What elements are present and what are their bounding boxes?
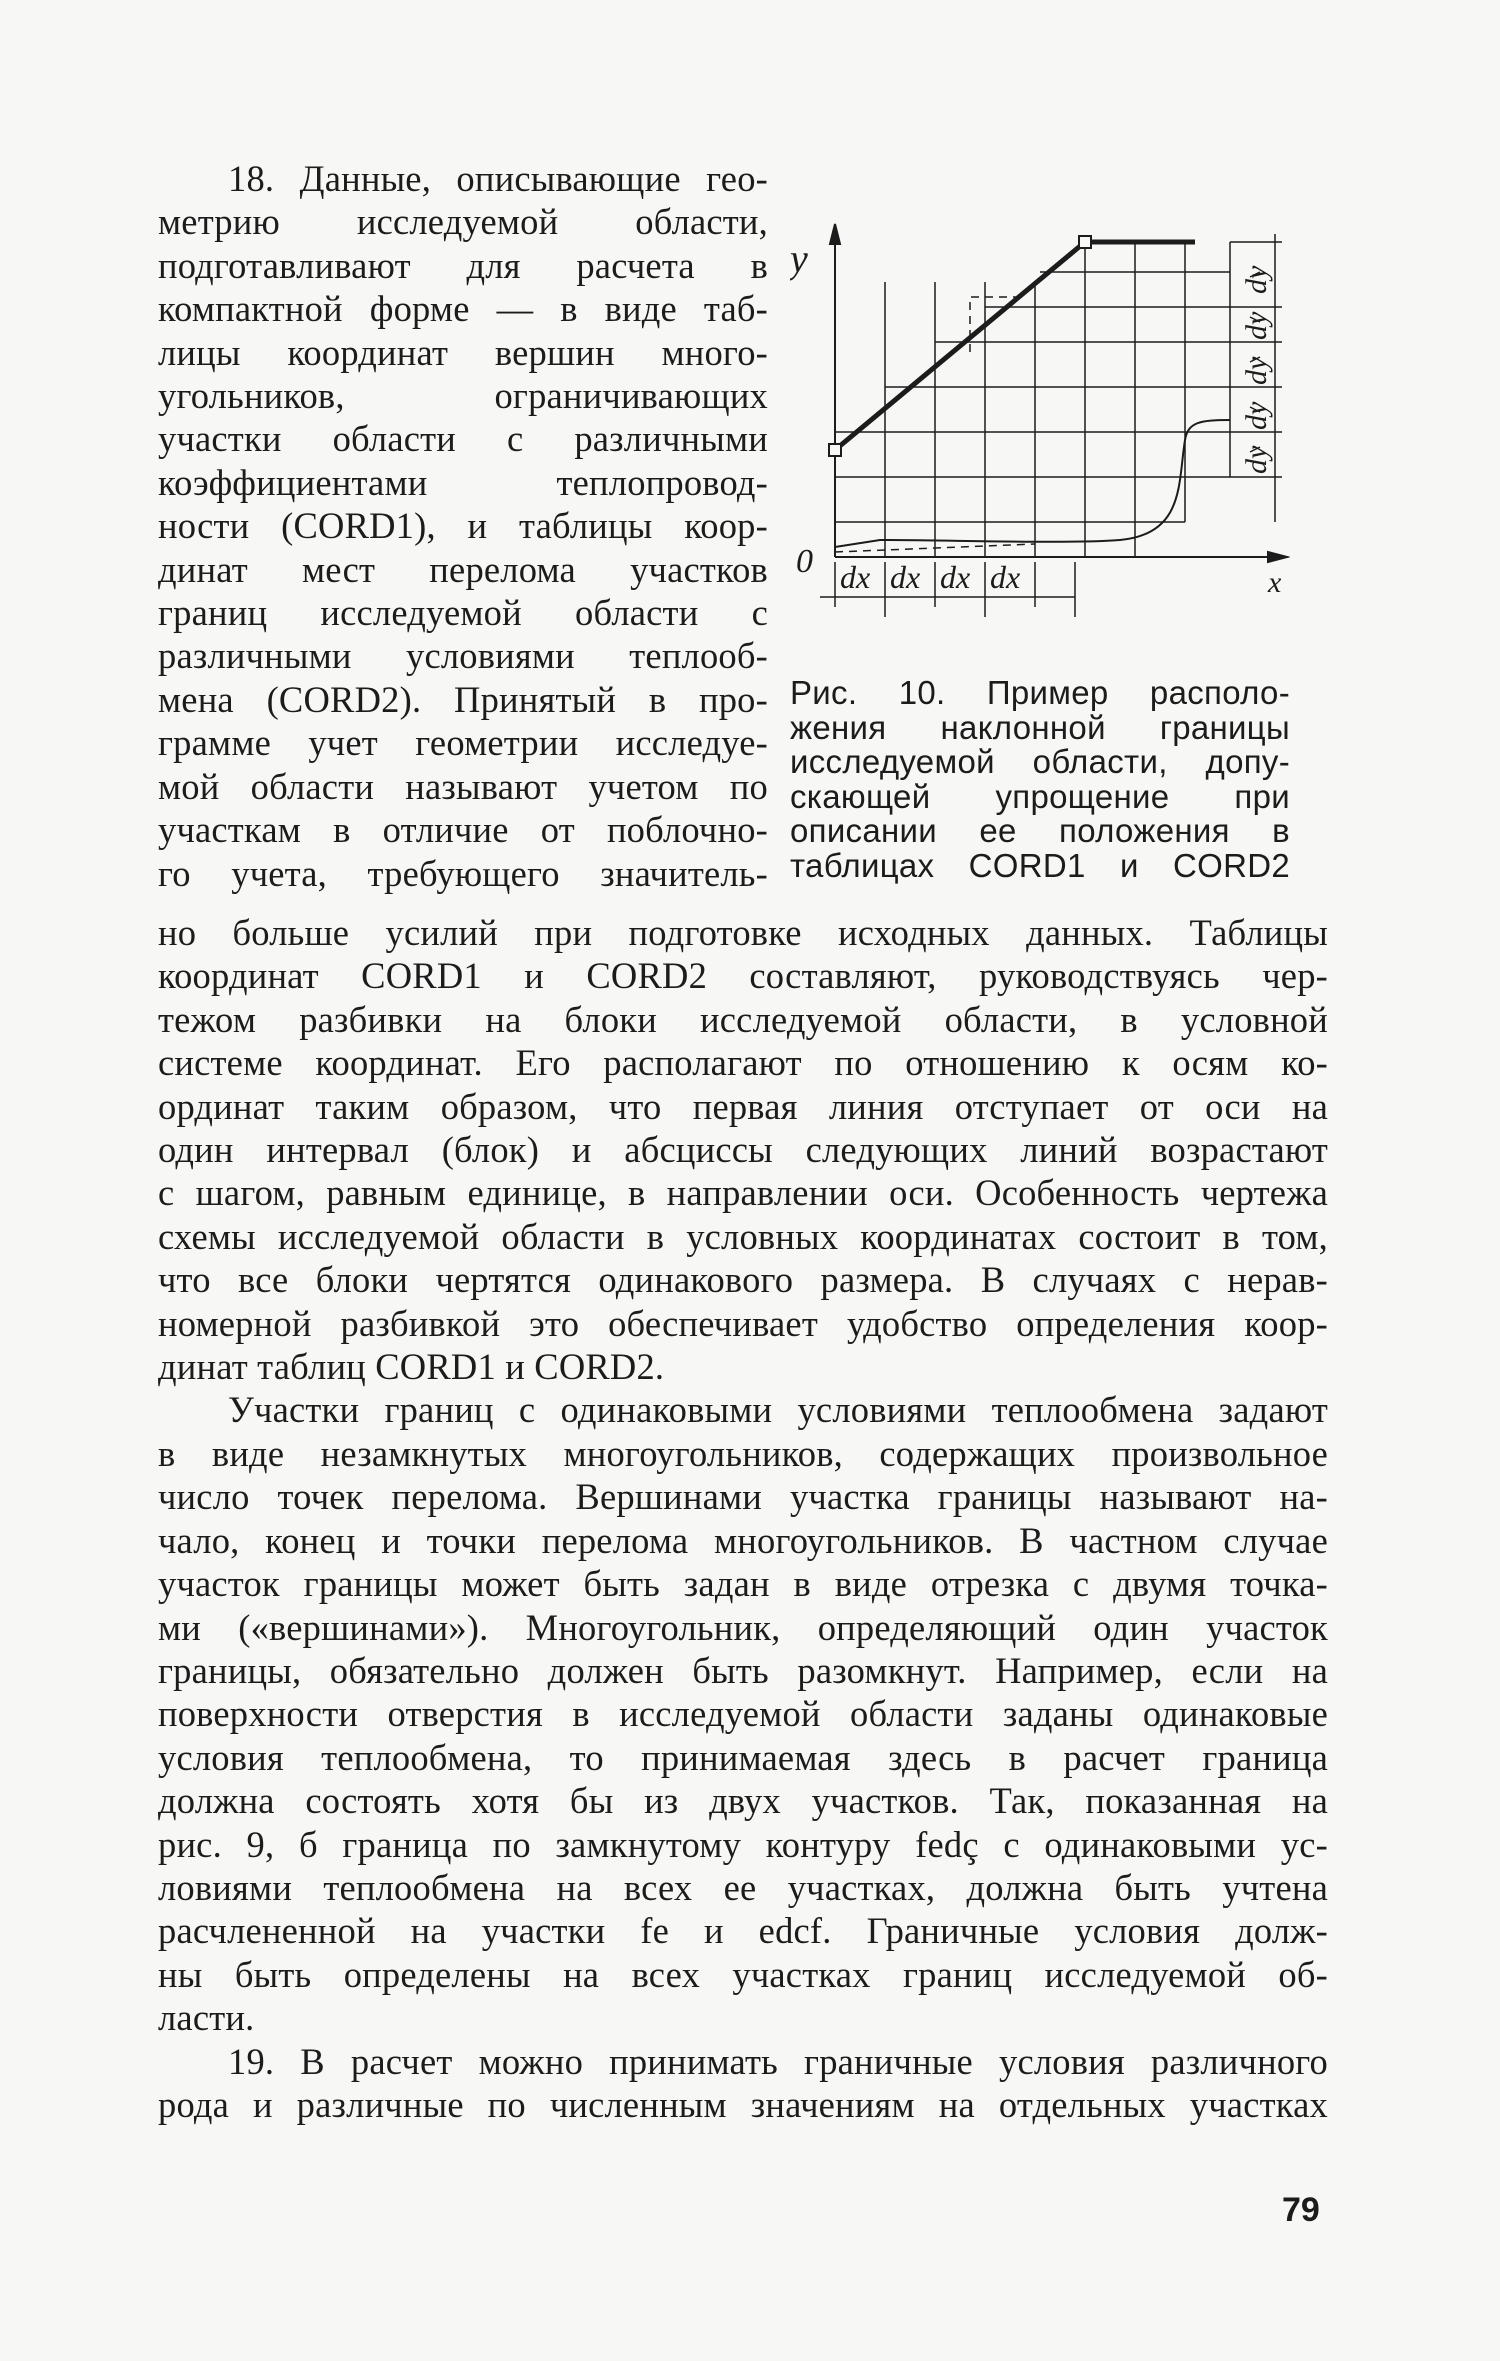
page-number: 79 bbox=[1282, 2191, 1320, 2229]
text-line: Участки границ с одинаковыми условиями теплообмена задают bbox=[228, 1389, 1328, 1431]
text-line: ловиями теплообмена на всех ее участках, должна быть учтена bbox=[158, 1866, 1328, 1908]
paragraph-18-column bbox=[158, 157, 768, 895]
text-line: различными условиями теплооб- bbox=[158, 635, 768, 677]
text-line: динат мест перелома участков bbox=[158, 548, 768, 590]
text-line: 19. В расчет можно принимать граничные условия различного bbox=[228, 2040, 1328, 2082]
text-line: ми («вершинами»). Многоугольник, определяющий один участок bbox=[158, 1606, 1328, 1648]
text-line: тежом разбивки на блоки исследуемой области, в условной bbox=[158, 998, 1328, 1040]
text-line: ны быть определены на всех участках границ исследуемой об- bbox=[158, 1953, 1328, 1995]
text-line: рис. 9, б граница по замкнутому контуру fedç с одинаковыми ус- bbox=[158, 1823, 1328, 1865]
text-line: рода и различные по численным значениям на отдельных участках bbox=[158, 2083, 1328, 2125]
text-line: компактной форме — в виде таб- bbox=[158, 288, 768, 330]
text-line: грамме учет геометрии исследуе- bbox=[158, 722, 768, 764]
text-line: подготавливают для расчета в bbox=[158, 244, 768, 286]
text-line: системе координат. Его располагают по отношению к осям ко- bbox=[158, 1042, 1328, 1084]
caption-line: таблицах CORD1 и CORD2 bbox=[790, 846, 1290, 884]
text-line: границ исследуемой области с bbox=[158, 592, 768, 634]
caption-line: жения наклонной границы bbox=[790, 708, 1290, 746]
figure-10-drawing bbox=[790, 222, 1290, 642]
caption-line: скающей упрощение при bbox=[790, 777, 1290, 815]
text-line: должна состоять хотя бы из двух участков. Так, показанная на bbox=[158, 1780, 1328, 1822]
dx-label: dx bbox=[990, 559, 1021, 595]
dy-label: dy bbox=[1240, 445, 1273, 474]
text-line: ординат таким образом, что первая линия отступает от оси на bbox=[158, 1085, 1328, 1127]
x-axis-arrow bbox=[1268, 552, 1287, 562]
text-line: с шагом, равным единице, в направлении оси. Особенность чертежа bbox=[158, 1172, 1328, 1214]
dy-label: dy bbox=[1240, 356, 1273, 385]
caption-line: описании ее положения в bbox=[790, 812, 1290, 849]
text-line: условия теплообмена, то принимаемая здесь в расчет граница bbox=[158, 1736, 1328, 1778]
y-axis-label: y bbox=[790, 236, 808, 281]
boundary-vertex-marker bbox=[1079, 236, 1091, 248]
dx-label: dx bbox=[840, 559, 871, 595]
caption-line: исследуемой области, допу- bbox=[790, 743, 1290, 780]
text-line: координат CORD1 и CORD2 составляют, руководствуясь чер- bbox=[158, 955, 1328, 997]
dy-label: dy bbox=[1240, 265, 1273, 294]
text-line: участок границы может быть задан в виде отрезка с двумя точка- bbox=[158, 1563, 1328, 1605]
figure-10 bbox=[790, 222, 1290, 642]
text-line: но больше усилий при подготовке исходных данных. Таблицы bbox=[158, 912, 1328, 953]
text-line: 18. Данные, описывающие гео- bbox=[228, 158, 768, 199]
figure-caption bbox=[790, 676, 1290, 883]
text-line: границы, обязательно должен быть разомкнут. Например, если на bbox=[158, 1649, 1328, 1691]
text-line: один интервал (блок) и абсциссы следующих линий возрастают bbox=[158, 1129, 1328, 1171]
text-line: чало, конец и точки перелома многоугольников. В частном случае bbox=[158, 1519, 1328, 1561]
text-line: лицы координат вершин много- bbox=[158, 331, 768, 373]
text-line: мой области называют учетом по bbox=[158, 765, 768, 807]
origin-label: 0 bbox=[796, 543, 813, 580]
text-line: метрию исследуемой области, bbox=[158, 201, 768, 243]
x-axis-label: x bbox=[1268, 566, 1282, 599]
text-line: что все блоки чертятся одинакового размера. В случаях с нерав- bbox=[158, 1259, 1328, 1301]
text-line: мена (CORD2). Принятый в про- bbox=[158, 678, 768, 720]
dx-label: dx bbox=[940, 559, 971, 595]
boundary-vertex-marker bbox=[829, 444, 841, 456]
caption-line: Рис. 10. Пример располо- bbox=[790, 674, 1290, 711]
text-line: участки области с различными bbox=[158, 418, 768, 460]
text-line: расчлененной на участки fe и edcf. Граничные условия долж- bbox=[158, 1910, 1328, 1952]
text-line: схемы исследуемой области в условных координатах состоит в том, bbox=[158, 1215, 1328, 1257]
full-width-text bbox=[158, 911, 1328, 2126]
text-line: го учета, требующего значитель- bbox=[158, 852, 768, 894]
text-line: номерной разбивкой это обеспечивает удобство определения коор- bbox=[158, 1302, 1328, 1344]
text-line: поверхности отверстия в исследуемой области заданы одинаковые bbox=[158, 1693, 1328, 1735]
text-line: динат таблиц CORD1 и CORD2. bbox=[158, 1346, 665, 1388]
text-line: в виде незамкнутых многоугольников, содержащих произвольное bbox=[158, 1432, 1328, 1474]
dx-label: dx bbox=[890, 559, 921, 595]
text-line: угольников, ограничивающих bbox=[158, 375, 768, 417]
text-line: ности (CORD1), и таблицы коор- bbox=[158, 505, 768, 547]
text-line: число точек перелома. Вершинами участка границы называют на- bbox=[158, 1476, 1328, 1518]
dy-label: dy bbox=[1240, 311, 1273, 340]
text-line: ласти. bbox=[158, 1997, 255, 2039]
dy-label: dy bbox=[1240, 401, 1273, 430]
y-axis-arrow bbox=[830, 224, 840, 244]
text-line: коэффициентами теплопровод- bbox=[158, 461, 768, 503]
text-line: участкам в отличие от поблочно- bbox=[158, 809, 768, 851]
